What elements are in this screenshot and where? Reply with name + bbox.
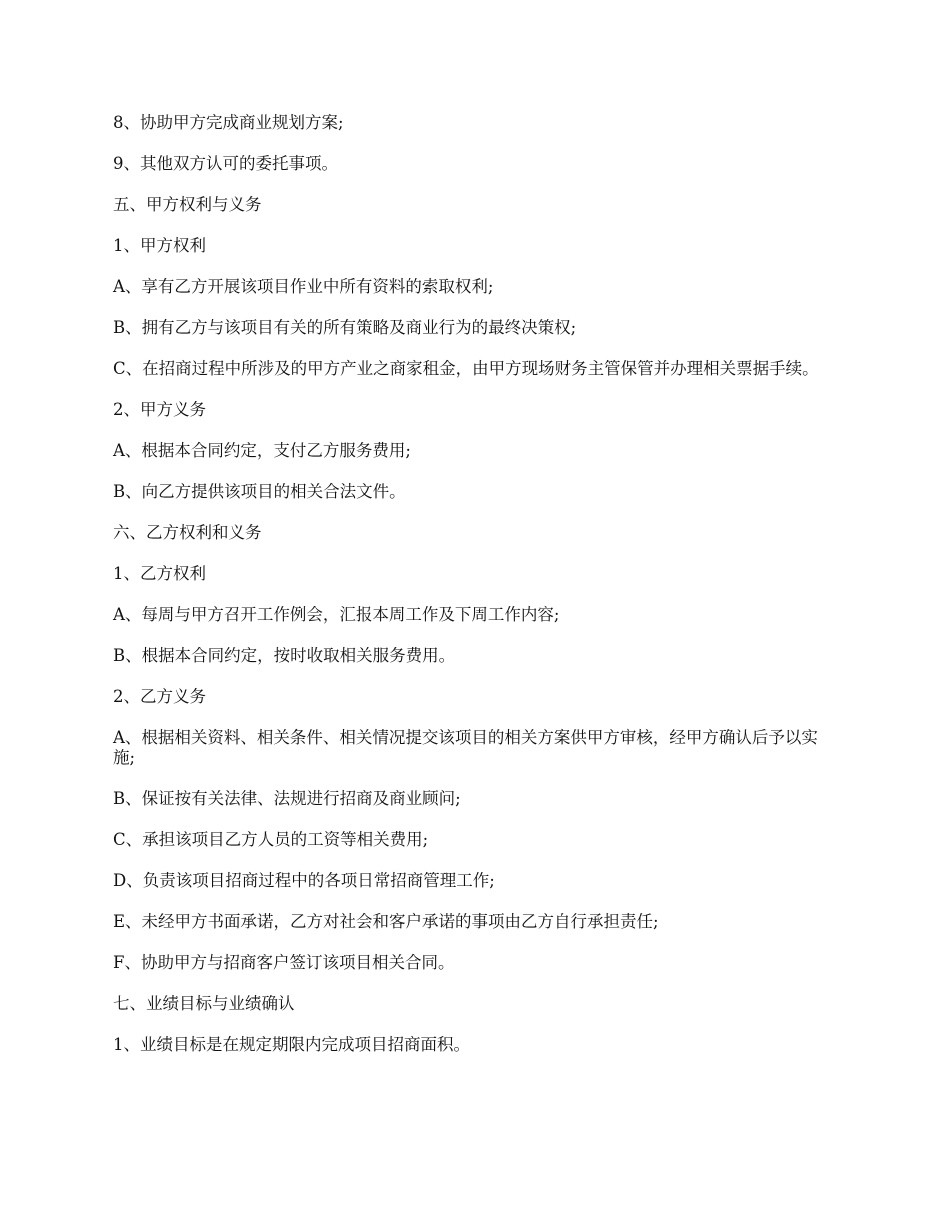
paragraph-item-8: 8、协助甲方完成商业规划方案; [113, 113, 344, 132]
paragraph-party-b-obligation-a: A、根据相关资料、相关条件、相关情况提交该项目的相关方案供甲方审核，经甲方确认后予以实施; [113, 728, 818, 767]
paragraph-party-b-right-a: A、每周与甲方召开工作例会，汇报本周工作及下周工作内容; [113, 605, 560, 624]
paragraph-party-b-obligation-b: B、保证按有关法律、法规进行招商及商业顾问; [113, 789, 461, 808]
paragraph-party-a-right-a: A、享有乙方开展该项目作业中所有资料的索取权利; [113, 277, 494, 296]
paragraph-party-b-obligation-e: E、未经甲方书面承诺，乙方对社会和客户承诺的事项由乙方自行承担责任; [113, 912, 659, 931]
subheading-party-a-rights: 1、甲方权利 [113, 236, 206, 255]
subheading-party-b-obligations: 2、乙方义务 [113, 687, 206, 706]
document-body [113, 113, 835, 1076]
paragraph-party-a-obligation-a: A、根据本合同约定，支付乙方服务费用; [113, 441, 411, 460]
paragraph-party-b-obligation-f: F、协助甲方与招商客户签订该项目相关合同。 [113, 953, 455, 972]
section-heading-party-a-rights-obligations: 五、甲方权利与义务 [113, 195, 262, 214]
paragraph-performance-target-1: 1、业绩目标是在规定期限内完成项目招商面积。 [113, 1035, 470, 1054]
paragraph-party-a-right-b: B、拥有乙方与该项目有关的所有策略及商业行为的最终决策权; [113, 318, 577, 337]
paragraph-party-b-obligation-c: C、承担该项目乙方人员的工资等相关费用; [113, 830, 429, 849]
section-heading-party-b-rights-obligations: 六、乙方权利和义务 [113, 523, 262, 542]
paragraph-party-a-obligation-b: B、向乙方提供该项目的相关合法文件。 [113, 482, 406, 501]
subheading-party-b-rights: 1、乙方权利 [113, 564, 206, 583]
subheading-party-a-obligations: 2、甲方义务 [113, 400, 206, 419]
paragraph-party-b-right-b: B、根据本合同约定，按时收取相关服务费用。 [113, 646, 456, 665]
paragraph-item-9: 9、其他双方认可的委托事项。 [113, 154, 338, 173]
section-heading-performance-targets: 七、业绩目标与业绩确认 [113, 994, 295, 1013]
paragraph-party-a-right-c: C、在招商过程中所涉及的甲方产业之商家租金，由甲方现场财务主管保管并办理相关票据手续。 [113, 359, 819, 378]
paragraph-party-b-obligation-d: D、负责该项目招商过程中的各项日常招商管理工作; [113, 871, 495, 890]
